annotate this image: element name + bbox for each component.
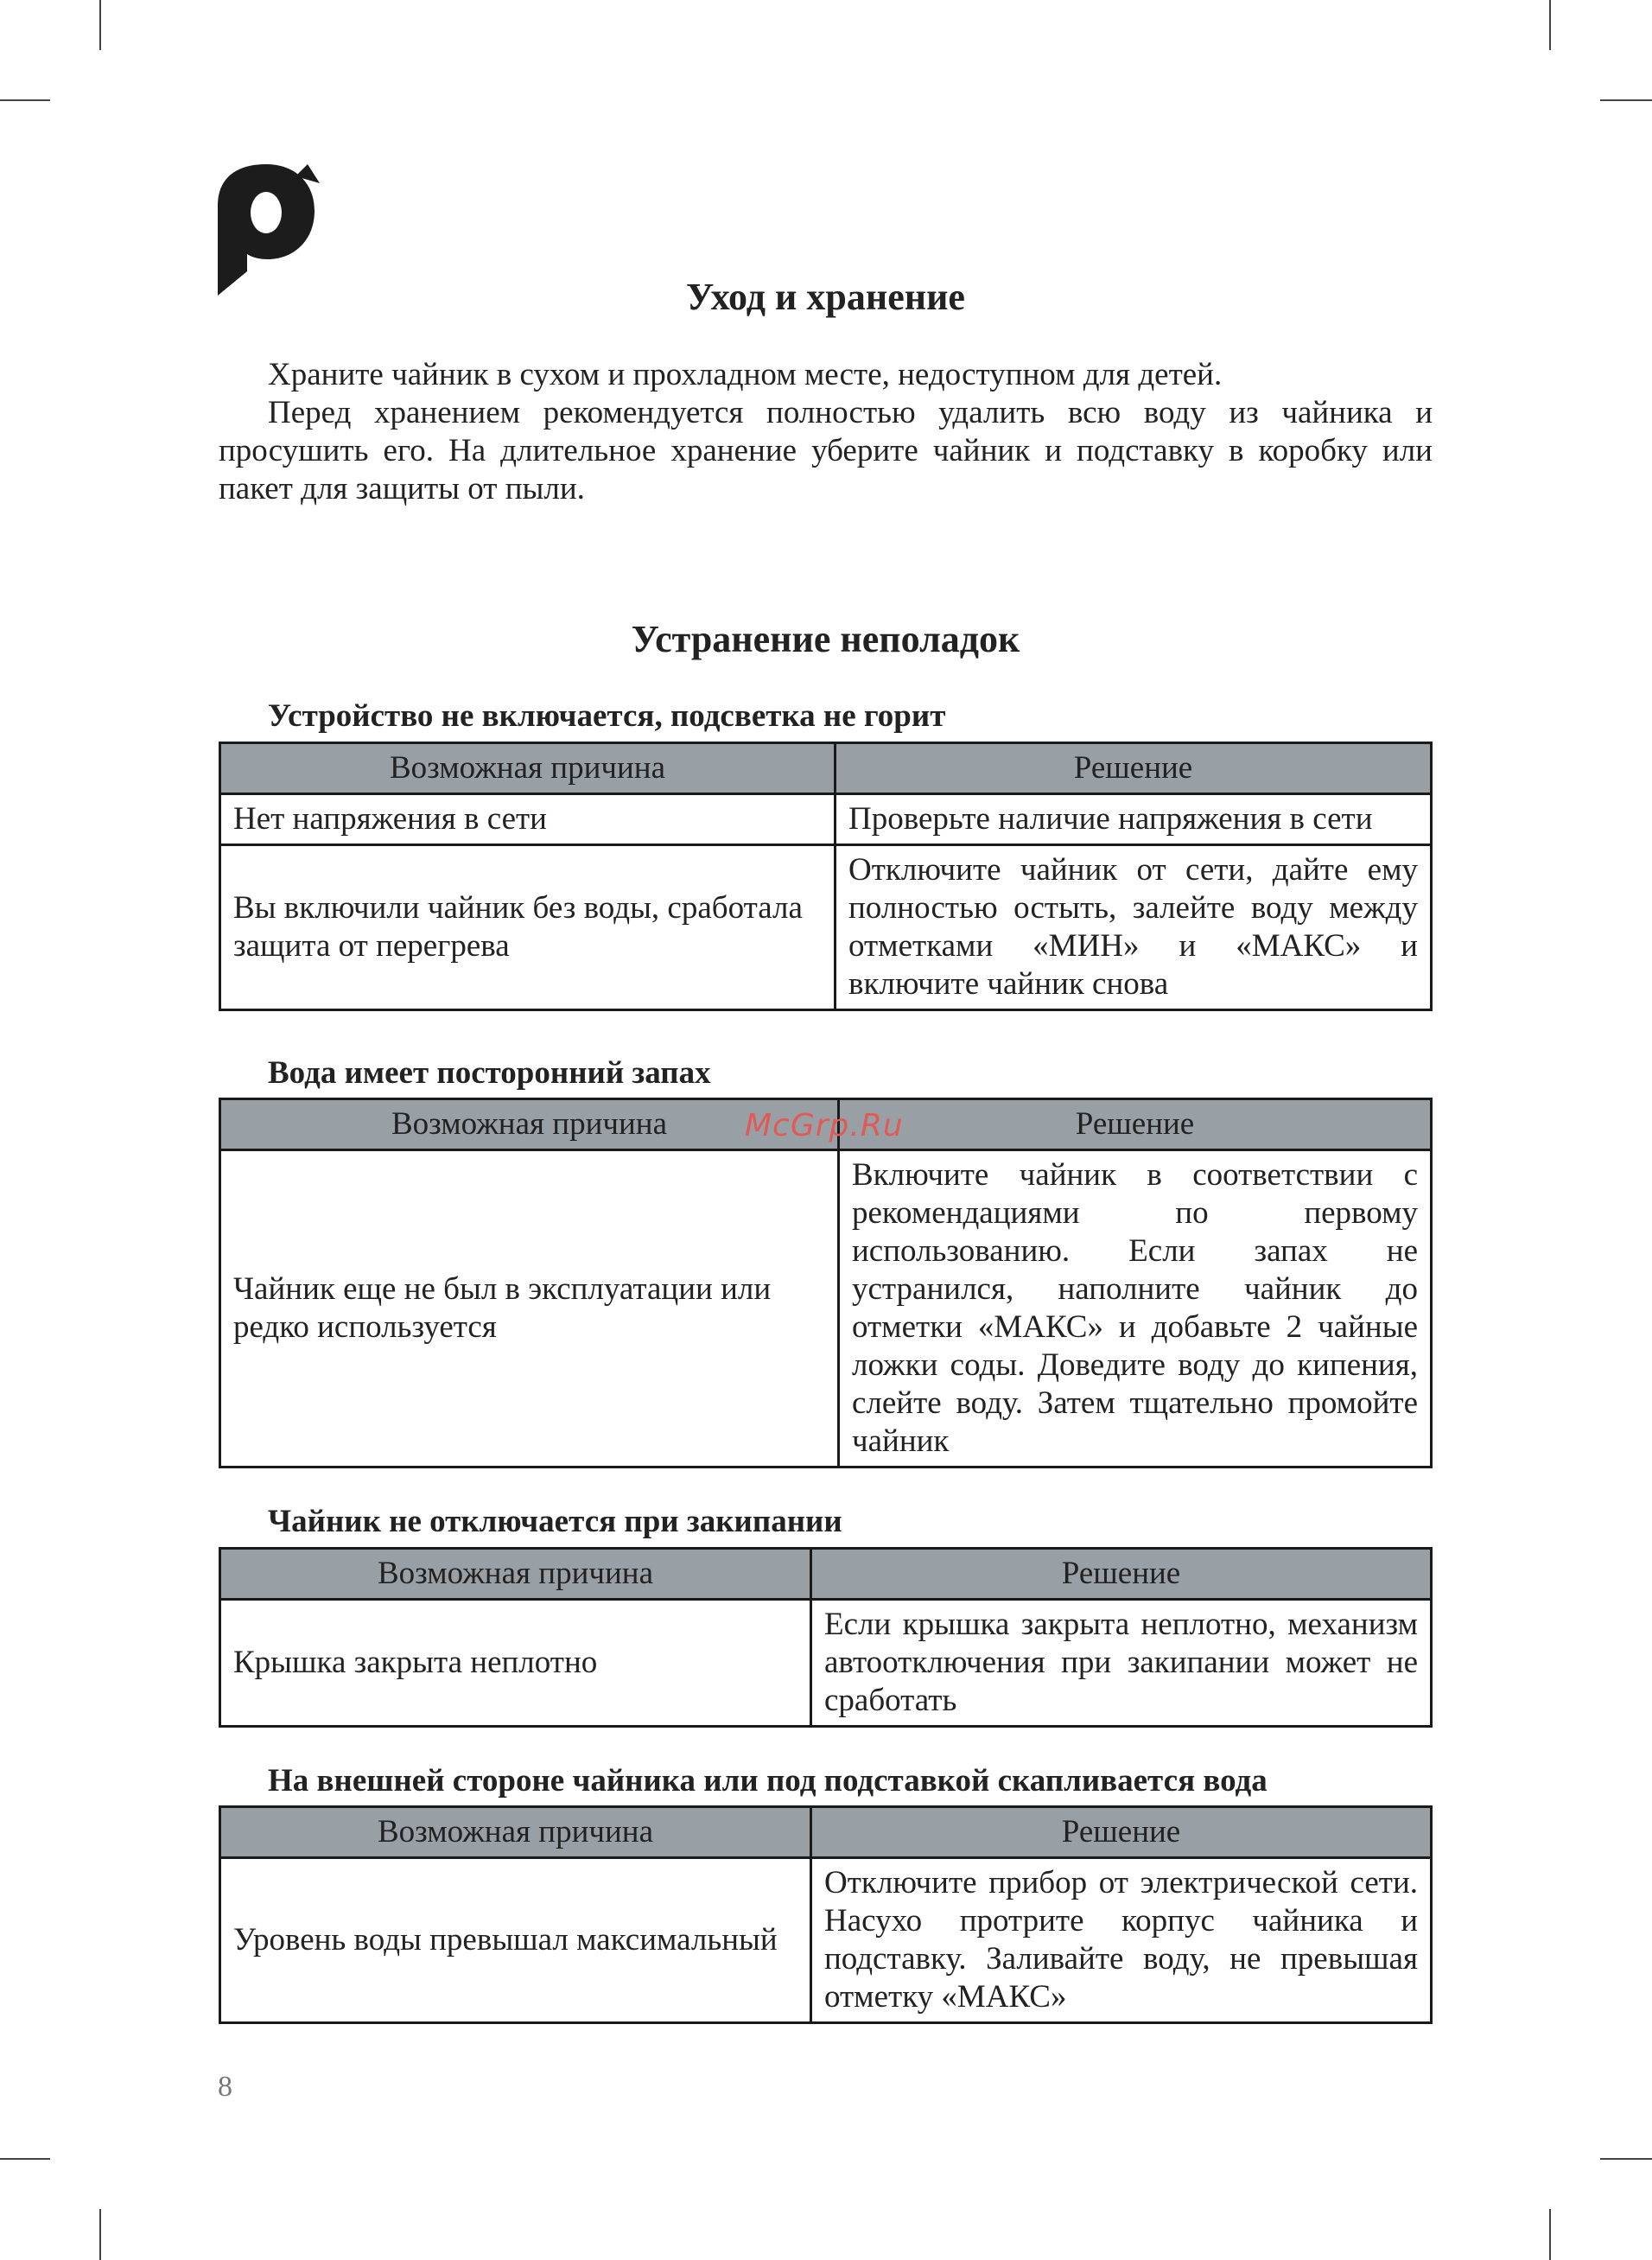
crop-mark [1600, 2158, 1652, 2160]
table-row [220, 845, 1432, 1010]
solution-cell: Отключите прибор от электрической сети. Насухо протрите корпус чайника и подставку. Заливайте воду, не превышая отметку «МАКС» [811, 1858, 1432, 2023]
care-section-text [219, 356, 1433, 508]
care-paragraph: Храните чайник в сухом и прохладном месте, недоступном для детей. [268, 357, 1223, 392]
solution-cell: Включите чайник в соответствии с рекомендациями по первому использованию. Если запах не устранился, наполните чайник до отметки «МАКС» и добавьте 2 чайные ложки соды. Доведите воду до кипения, слейте воду. Затем тщательно промойте чайник [839, 1150, 1432, 1467]
crop-mark [0, 2158, 50, 2160]
cause-cell: Чайник еще не был в эксплуатации или редко используется [220, 1150, 839, 1467]
table-row [220, 1858, 1432, 2023]
table-row [220, 1600, 1432, 1727]
solution-column-header: Решение [811, 1549, 1432, 1600]
troubleshooting-table [219, 1098, 1433, 1468]
watermark: McGrp.Ru [745, 1108, 904, 1143]
table-row [220, 794, 1432, 845]
cause-cell: Вы включили чайник без воды, сработала защита от перегрева [220, 845, 836, 1010]
problem-title: Чайник не отключается при закипании [268, 1504, 842, 1539]
troubleshooting-table [219, 742, 1433, 1011]
cause-column-header: Возможная причина [220, 1807, 811, 1858]
cause-column-header: Возможная причина [220, 743, 836, 794]
solution-cell: Если крышка закрыта неплотно, механизм автоотключения при закипании может не сработать [811, 1600, 1432, 1727]
cause-column-header: Возможная причина [220, 1099, 839, 1150]
table-header-row [220, 1807, 1432, 1858]
table-header-row [220, 1549, 1432, 1600]
solution-column-header: Решение [836, 743, 1432, 794]
cause-cell: Крышка закрыта неплотно [220, 1600, 811, 1727]
crop-mark [1549, 2209, 1551, 2260]
brand-p-logo-icon [218, 164, 320, 296]
care-paragraph: Перед хранением рекомендуется полностью удалить всю воду из чайника и просушить его. На длительное хранение уберите чайник и подставку в коробку или пакет для защиты от пыли. [219, 395, 1433, 506]
table-row [220, 1150, 1432, 1467]
solution-column-header: Решение [811, 1807, 1432, 1858]
cause-cell: Нет напряжения в сети [220, 794, 836, 845]
solution-column-header: Решение [839, 1099, 1432, 1150]
troubleshooting-table [219, 1805, 1433, 2024]
cause-cell: Уровень воды превышал максимальный [220, 1858, 811, 2023]
crop-mark [99, 2209, 101, 2260]
solution-cell: Проверьте наличие напряжения в сети [836, 794, 1432, 845]
care-section-title: Уход и хранение [686, 276, 965, 318]
crop-mark [0, 99, 50, 101]
table-header-row [220, 743, 1432, 794]
troubleshooting-section-title: Устранение неполадок [631, 618, 1020, 660]
solution-cell: Отключите чайник от сети, дайте ему полностью остыть, залейте воду между отметками «МИН» и «МАКС» и включите чайник снова [836, 845, 1432, 1010]
problem-title: Устройство не включается, подсветка не горит [268, 698, 946, 734]
crop-mark [1549, 0, 1551, 50]
problem-title: Вода имеет посторонний запах [268, 1055, 711, 1091]
troubleshooting-table [219, 1547, 1433, 1728]
crop-mark [1600, 99, 1652, 101]
page-number: 8 [218, 2071, 232, 2103]
cause-column-header: Возможная причина [220, 1549, 811, 1600]
problem-title: На внешней стороне чайника или под подставкой скапливается вода [268, 1763, 1268, 1798]
crop-mark [99, 0, 101, 50]
